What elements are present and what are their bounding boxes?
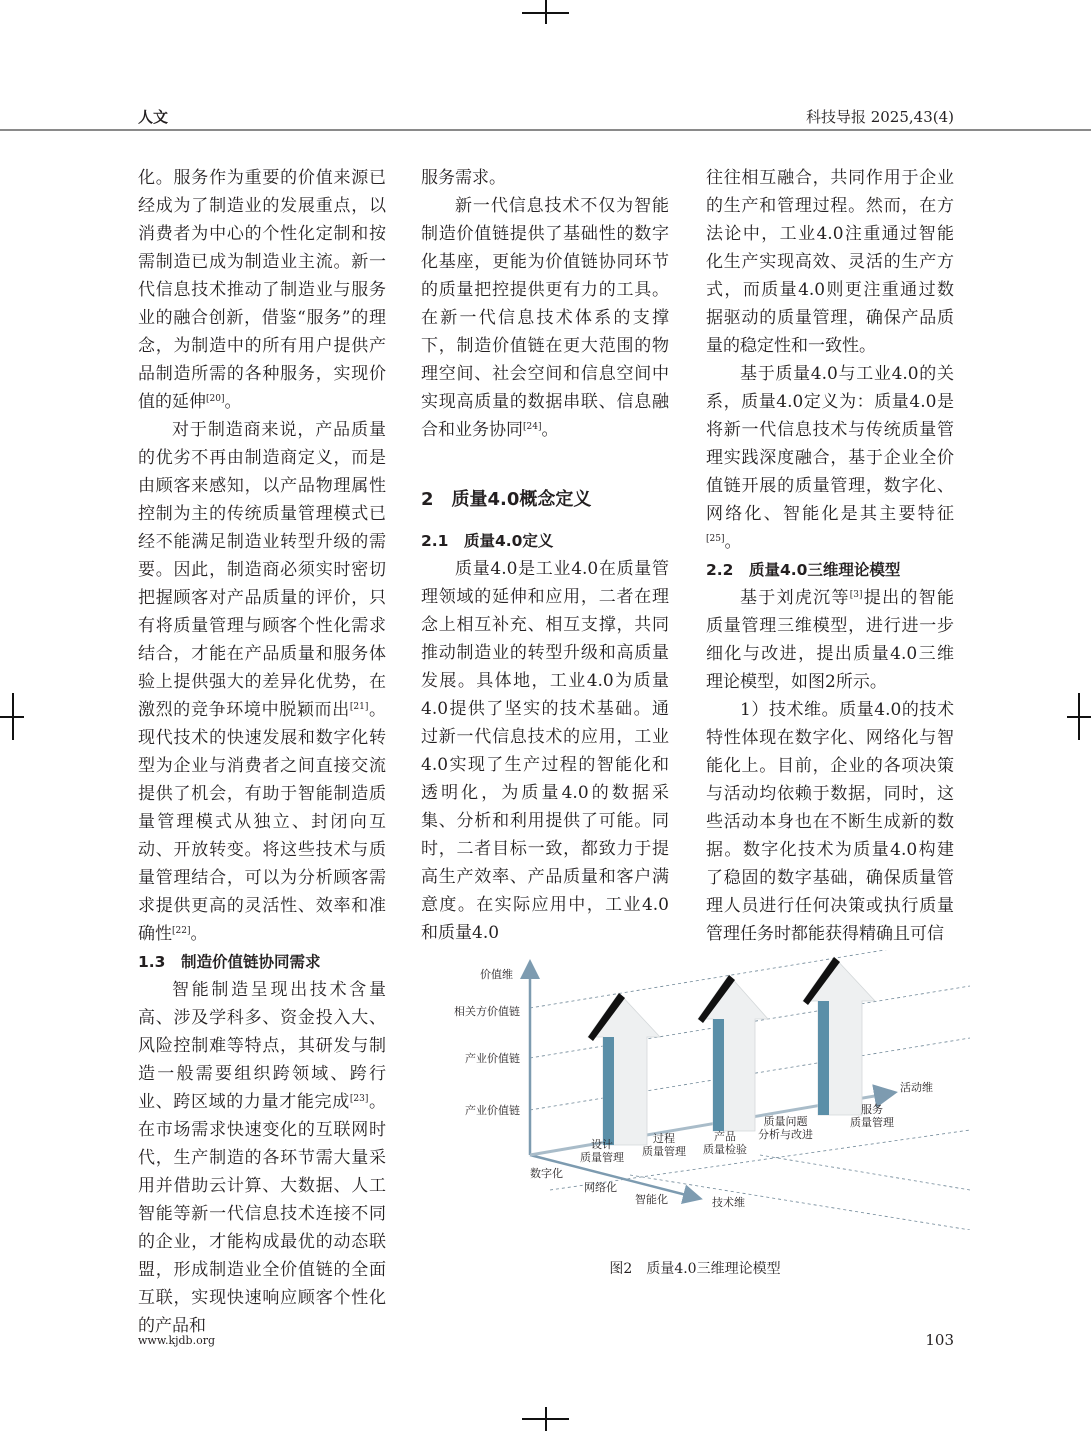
up-arrow	[603, 1037, 614, 1145]
text-column-2	[421, 164, 669, 947]
crop-mark-right	[1078, 693, 1080, 740]
paragraph: 基于刘虎沉等[3]提出的智能质量管理三维模型，进行进一步细化与改进，提出质量4.0三维理论模型，如图2所示。	[706, 588, 955, 692]
paragraph: 对于制造商来说，产品质量的优劣不再由制造商定义，而是由顾客来感知，以产品物理属性控制为主的传统质量管理模式已经不能满足制造业转型升级的需要。因此，制造商必须实时密切把握顾客对产品质量的评价，只有将质量管理与顾客个性化需求结合，才能在产品质量和服务体验上提供强大的差异化优势，在激烈的竞争环境中脱颖而出[21]。现代技术的快速发展和数字化转型为企业与消费者之间直接交流提供了机会，有助于智能制造质量管理模式从独立、封闭向互动、开放转变。将这些技术与质量管理结合，可以为分析顾客需求提供更高的灵活性、效率和准确性[22]。	[138, 420, 387, 944]
activity-label: 质量问题 分析与改进	[758, 1115, 813, 1141]
crop-mark-top	[522, 12, 569, 14]
page-number: 103	[925, 1331, 954, 1349]
tech-level-label: 数字化	[530, 1167, 563, 1180]
up-arrow	[818, 1001, 829, 1115]
section-heading-1-3: 1.3 制造价值链协同需求	[138, 953, 321, 971]
figure-diagram	[430, 950, 970, 1230]
paragraph: 新一代信息技术不仅为智能制造价值链提供了基础性的数字化基座，更能为价值链协同环节的质量把控提供更有力的工具。在新一代信息技术体系的支撑下，制造价值链在更大范围的物理空间、社会空间和信息空间中实现高质量的数据串联、信息融合和业务协同[24]。	[421, 196, 669, 440]
up-arrow	[803, 957, 875, 1115]
tech-level-label: 智能化	[635, 1193, 668, 1206]
section-heading-2: 2 质量4.0概念定义	[421, 489, 592, 510]
activity-label: 设计 质量管理	[580, 1138, 624, 1164]
paragraph: 服务需求。	[421, 168, 506, 188]
activity-label: 过程 质量管理	[642, 1132, 686, 1158]
activity-axis-label: 活动维	[900, 1081, 933, 1094]
value-level-label: 产业价值链	[465, 1052, 520, 1065]
paragraph: 智能制造呈现出技术含量高、涉及学科多、资金投入大、风险控制难等特点，其研发与制造一般需要组织跨领域、跨行业、跨区域的力量才能完成[23]。在市场需求快速变化的互联网时代，生产制造的各环节需大量采用并借助云计算、大数据、人工智能等新一代信息技术连接不同的企业，才能构成最优的动态联盟，形成制造业全价值链的全面互联，实现快速响应顾客个性化的产品和	[138, 980, 387, 1336]
text-column-1	[138, 164, 386, 1340]
paragraph: 质量4.0是工业4.0在质量管理领域的延伸和应用，二者在理念上相互补充、相互支撑，共同推动制造业的转型升级和高质量发展。具体地，工业4.0为质量4.0提供了坚实的技术基础。通过新一代信息技术的应用，工业4.0实现了生产过程的智能化和透明化，为质量4.0的数据采集、分析和利用提供了可能。同时，二者目标一致，都致力于提高生产效率、产品质量和客户满意度。在实际应用中，工业4.0和质量4.0	[421, 559, 669, 943]
figure-3d-model	[430, 950, 970, 1230]
up-arrow	[588, 993, 660, 1145]
paragraph: 往往相互融合，共同作用于企业的生产和管理过程。然而，在方法论中，工业4.0注重通过智能化生产实现高效、灵活的生产方式，而质量4.0则更注重通过数据驱动的质量管理，确保产品质量的稳定性和一致性。	[706, 168, 954, 356]
journal-info: 科技导报 2025,43(4)	[805, 108, 954, 126]
value-level-label: 产业价值链	[465, 1104, 520, 1117]
paragraph: 基于质量4.0与工业4.0的关系，质量4.0定义为：质量4.0是将新一代信息技术与传统质量管理实践深度融合，基于企业全价值链开展的质量管理，数字化、网络化、智能化是其主要特征[25]。	[706, 364, 954, 552]
crop-mark-left	[12, 693, 14, 740]
section-heading-2-1: 2.1 质量4.0定义	[421, 532, 554, 550]
header-rule	[0, 129, 1091, 131]
activity-label: 产品 质量检验	[703, 1130, 747, 1156]
figure-caption: 图2 质量4.0三维理论模型	[609, 1261, 781, 1277]
footer-url: www.kjdb.org	[138, 1334, 216, 1347]
activity-label: 服务 质量管理	[850, 1103, 894, 1129]
tech-axis-label: 技术维	[712, 1196, 745, 1209]
section-heading-2-2: 2.2 质量4.0三维理论模型	[706, 561, 901, 579]
value-level-label: 相关方价值链	[454, 1005, 520, 1018]
paragraph: 1）技术维。质量4.0的技术特性体现在数字化、网络化与智能化上。目前，企业的各项决策与活动均依赖于数据，同时，这些活动本身也在不断生成新的数据。数字化技术为质量4.0构建了稳固的数字基础，确保质量管理人员进行任何决策或执行质量管理任务时都能获得精确且可信	[706, 700, 954, 944]
tech-level-label: 网络化	[584, 1181, 617, 1194]
value-axis-label: 价值维	[480, 968, 513, 981]
up-arrow	[698, 975, 768, 1131]
section-label: 人文	[138, 108, 169, 126]
crop-mark-bottom	[522, 1418, 569, 1420]
text-column-3	[706, 164, 954, 948]
up-arrow	[713, 1019, 724, 1131]
paragraph: 化。服务作为重要的价值来源已经成为了制造业的发展重点，以消费者为中心的个性化定制和按需制造已成为制造业主流。新一代信息技术推动了制造业与服务业的融合创新，借鉴“服务”的理念，为制造中的所有用户提供产品制造所需的各种服务，实现价值的延伸[20]。	[138, 168, 386, 412]
